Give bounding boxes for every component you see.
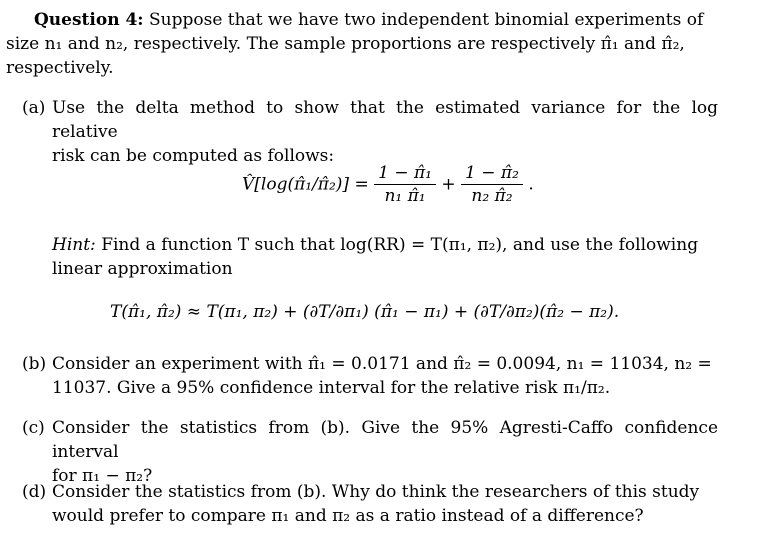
part-b (22, 352, 718, 398)
part-d-body (52, 480, 718, 528)
hint-text-1: Find a function T such that log(RR) = T(π₁, π₂), and use the following (101, 235, 699, 255)
part-a-label: (a) (22, 98, 46, 118)
part-b-body (52, 352, 718, 400)
part-c (22, 416, 718, 486)
intro-line-3: respectively. (6, 58, 114, 78)
part-a (22, 96, 718, 166)
plus-sign: + (441, 174, 456, 195)
part-d-line-2: would prefer to compare π₁ and π₂ as a ratio instead of a difference? (52, 506, 644, 526)
part-b-label: (b) (22, 354, 47, 374)
fraction-1-denominator: n₁ π̂₁ (384, 186, 426, 206)
part-a-line-1: Use the delta method to show that the estimated variance for the log relative (52, 98, 718, 142)
hint-label: Hint: (52, 235, 96, 255)
part-c-body (52, 416, 718, 488)
fraction-2 (461, 163, 523, 206)
part-d-label: (d) (22, 482, 47, 502)
part-d-line-1: Consider the statistics from (b). Why do think the researchers of this study (52, 482, 700, 502)
hint-line-1 (52, 233, 718, 257)
question-title: Question 4: (34, 10, 144, 30)
part-d (22, 480, 718, 526)
intro-text-1: Suppose that we have two independent binomial experiments of (149, 10, 704, 30)
equation-period: . (528, 174, 534, 195)
part-b-line-1: Consider an experiment with π̂₁ = 0.0171 and π̂₂ = 0.0094, n₁ = 11034, n₂ = (52, 354, 712, 374)
part-c-label: (c) (22, 418, 45, 438)
hint-line-2: linear approximation (52, 259, 233, 279)
question-intro (6, 8, 718, 80)
intro-line-2: size n₁ and n₂, respectively. The sample proportions are respectively π̂₁ and π̂₂, (6, 34, 685, 54)
fraction-1 (374, 163, 436, 206)
fraction-2-denominator: n₂ π̂₂ (471, 186, 513, 206)
part-c-line-2: for π₁ − π₂? (52, 466, 153, 486)
hint-block (52, 233, 718, 281)
fraction-1-numerator: 1 − π̂₁ (374, 163, 436, 185)
variance-equation (242, 163, 534, 206)
intro-line-1 (6, 8, 718, 32)
linear-approximation: T(π̂₁, π̂₂) ≈ T(π₁, π₂) + (∂T/∂π₁) (π̂₁ − π₁) + (∂T/∂π₂)(π̂₂ − π₂). (110, 302, 620, 322)
part-a-body (52, 96, 718, 168)
part-b-line-2: 11037. Give a 95% confidence interval for the relative risk π₁/π₂. (52, 378, 611, 398)
fraction-2-numerator: 1 − π̂₂ (461, 163, 523, 185)
part-a-line-2: risk can be computed as follows: (52, 146, 335, 166)
part-c-line-1: Consider the statistics from (b). Give the 95% Agresti-Caffo confidence interval (52, 418, 718, 462)
equation-lhs: V̂[log(π̂₁/π̂₂)] = (242, 174, 369, 195)
